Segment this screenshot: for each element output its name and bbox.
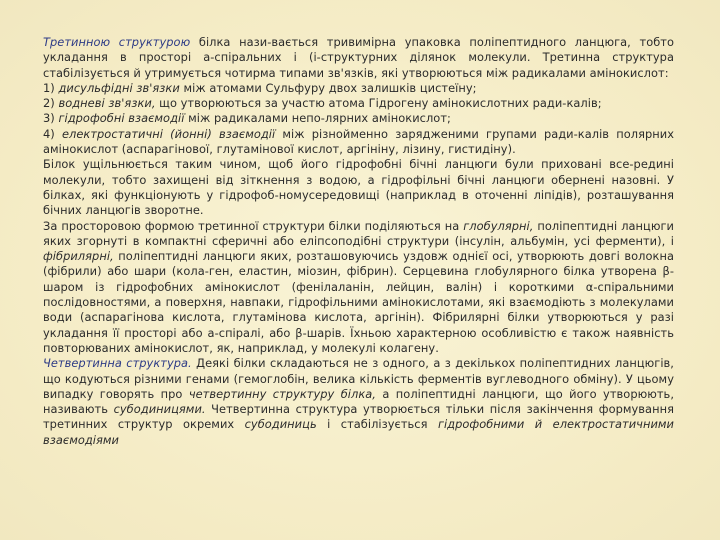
text-run: і стабілізується [316,417,438,432]
emphasis-term: гідрофобні взаємодії [58,111,185,126]
text-run: між різнойменно зарядженими групами ради-калів полярних амінокислот (аспарагінової, глутамінової кислот, аргініну, лізину, гистидіну). [43,126,675,157]
text-run: За просторовою формою третинної структури білки поділяються на [43,218,464,233]
text-run: 1) [43,80,59,95]
emphasis-term: субодиниць [244,417,317,432]
paragraph-quaternary [43,356,674,448]
text-run: поліпептидні ланцюги яких, розташовуючись уздовж однієї осі, утворюють довгі волокна (фібрили) або шари (кола-ген, еластин, міозин, фібрин). Серцевина глобулярного білка утворена β-шаром із гідрофобних амінокислот (фенілаланін, лейцин, валін) і короткими α-спіральними послідовностями, а поверхня, навпаки, гідрофільними амінокислотами, які взаємодіють з молекулами води (аспарагінова кислота, глутамінова кислота, аргінін). Фібрилярні білки утворюються у разі укладання її просторі або а-спіралі, або β-шарів. Їхньою характерною особливістю є також наявність повторюваних амінокислот, як, наприклад, у молекулі колагену. [43,249,674,355]
paragraph-bond-3 [43,111,674,126]
section-heading: Четвертинна структура. [43,356,192,371]
emphasis-term: фібрилярні, [43,249,114,264]
text-run: а поліпептидні ланцюги, що його утворюють, називають [43,386,674,417]
emphasis-term: гідрофобними й електростатичними взаємодіями [43,417,674,447]
text-run: поліпептидні ланцюги яких згорнуті в компактні сферичні або еліпсоподібні структури (інсулін, альбумін, усі ферменти), і [43,218,674,248]
section-heading: Третинною структурою [43,35,191,49]
text-run: 2) [43,96,59,111]
text-run: білка нази-вається тривимірна упаковка поліпептидного ланцюга, тобто укладання в просторі а-спіральних і (і-структурних ділянок молекули. Третинна структура стабілізується й утримується чотирма типами зв'язків, які утворюються між радикалами амінокислот: [43,35,674,80]
text-run: між радикалами непо-лярних амінокислот; [184,111,451,126]
paragraph-bond-4 [43,127,674,158]
text-run: Четвертинна структура утворюється тільки після закінчення формування третинних структур окремих [43,402,674,432]
emphasis-term: субодиницями. [113,402,206,417]
paragraph-shape [43,219,674,357]
emphasis-term: четвертинну структуру білка, [188,386,376,401]
emphasis-term: електростатичні (йонні) взаємодії [61,126,276,141]
paragraph-packing [43,157,674,218]
body-text [43,35,674,448]
emphasis-term: дисульфідні зв'язки [58,80,180,95]
text-run: між атомами Сульфуру двох залишків цистеїну; [179,80,477,95]
text-run: що утворюються за участю атома Гідрогену амінокислотних ради-калів; [155,96,602,111]
paragraph-bond-1 [43,81,674,96]
text-run: Деякі білки складаються не з одного, а з декількох поліпептидних ланцюгів, що кодуються різними генами (гемоглобін, велика кількість ферментів вуглеводного обміну). У цьому випадку говорять про [43,356,674,401]
text-run: 4) [43,126,62,141]
text-run: 3) [43,111,59,126]
paragraph-bond-2 [43,96,674,111]
emphasis-term: водневі зв'язки, [58,96,156,111]
text-run: Білок ущільнюється таким чином, щоб його гідрофобні бічні ланцюги були приховані все-редині молекули, тобто захищені від зіткнення з водою, а гідрофільні бічні ланцюги обернені назовні. У білках, які функціонують у гідрофоб-номусередовищі (наприклад в оточенні ліпідів), розташування бічних ланцюгів зворотне. [43,157,674,218]
emphasis-term: глобулярні, [463,218,534,233]
paragraph-tertiary [43,35,674,81]
